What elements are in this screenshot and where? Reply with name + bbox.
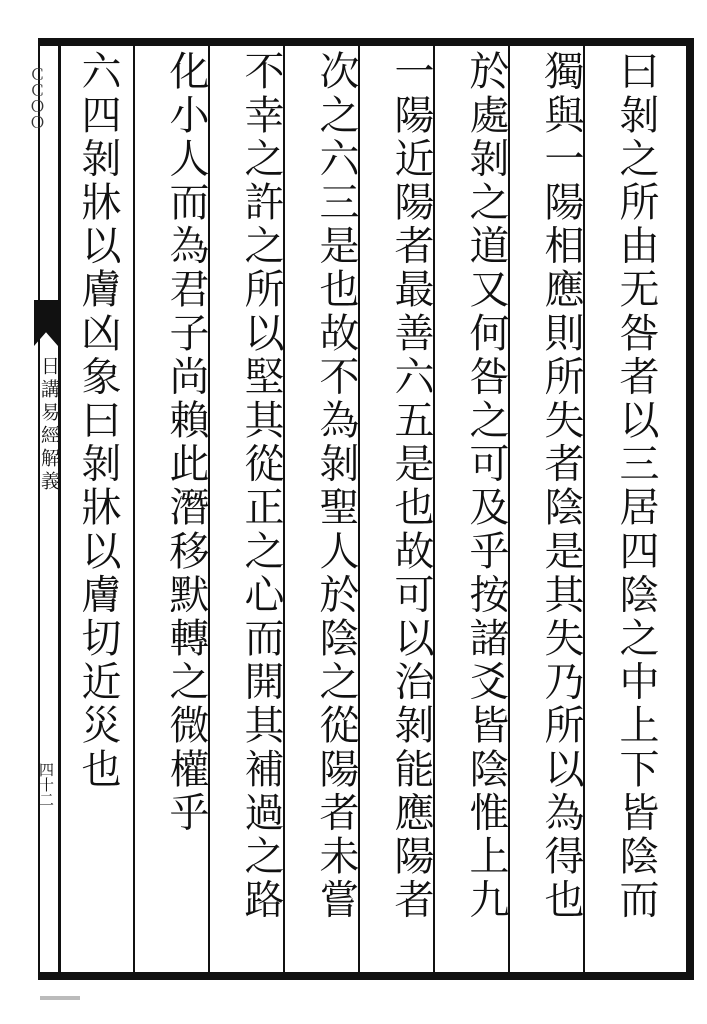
page-gutter	[6, 46, 58, 972]
frame-right-border	[686, 38, 694, 980]
column-rule	[133, 46, 135, 972]
gutter-marks: ＣＣＯＯ	[27, 66, 46, 130]
text-column: 於處剝之道又何咎之可及乎按諸爻皆陰惟上九	[463, 50, 509, 922]
frame-top-border	[38, 38, 694, 46]
frame-bottom-border	[38, 972, 694, 980]
text-column: 次之六三是也故不為剝聖人於陰之從陽者未嘗	[313, 50, 359, 922]
text-column: 不幸之許之所以堅其從正之心而開其補過之路	[238, 50, 284, 922]
text-column: 獨與一陽相應則所失者陰是其失乃所以為得也	[538, 50, 584, 922]
gutter-divider	[58, 46, 61, 972]
text-column: 曰剝之所由无咎者以三居四陰之中上下皆陰而	[613, 50, 659, 922]
text-column: 化小人而為君子尚賴此潛移默轉之微權乎	[163, 50, 209, 835]
text-column: 一陽近陽者最善六五是也故可以治剝能應陽者	[388, 50, 434, 922]
text-column: 六四剝牀以膚凶象曰剝牀以膚切近災也	[75, 50, 121, 792]
bottom-mark	[40, 996, 80, 1000]
page-number: 四十二	[37, 762, 55, 807]
book-title: 日講易經解義	[38, 356, 60, 494]
